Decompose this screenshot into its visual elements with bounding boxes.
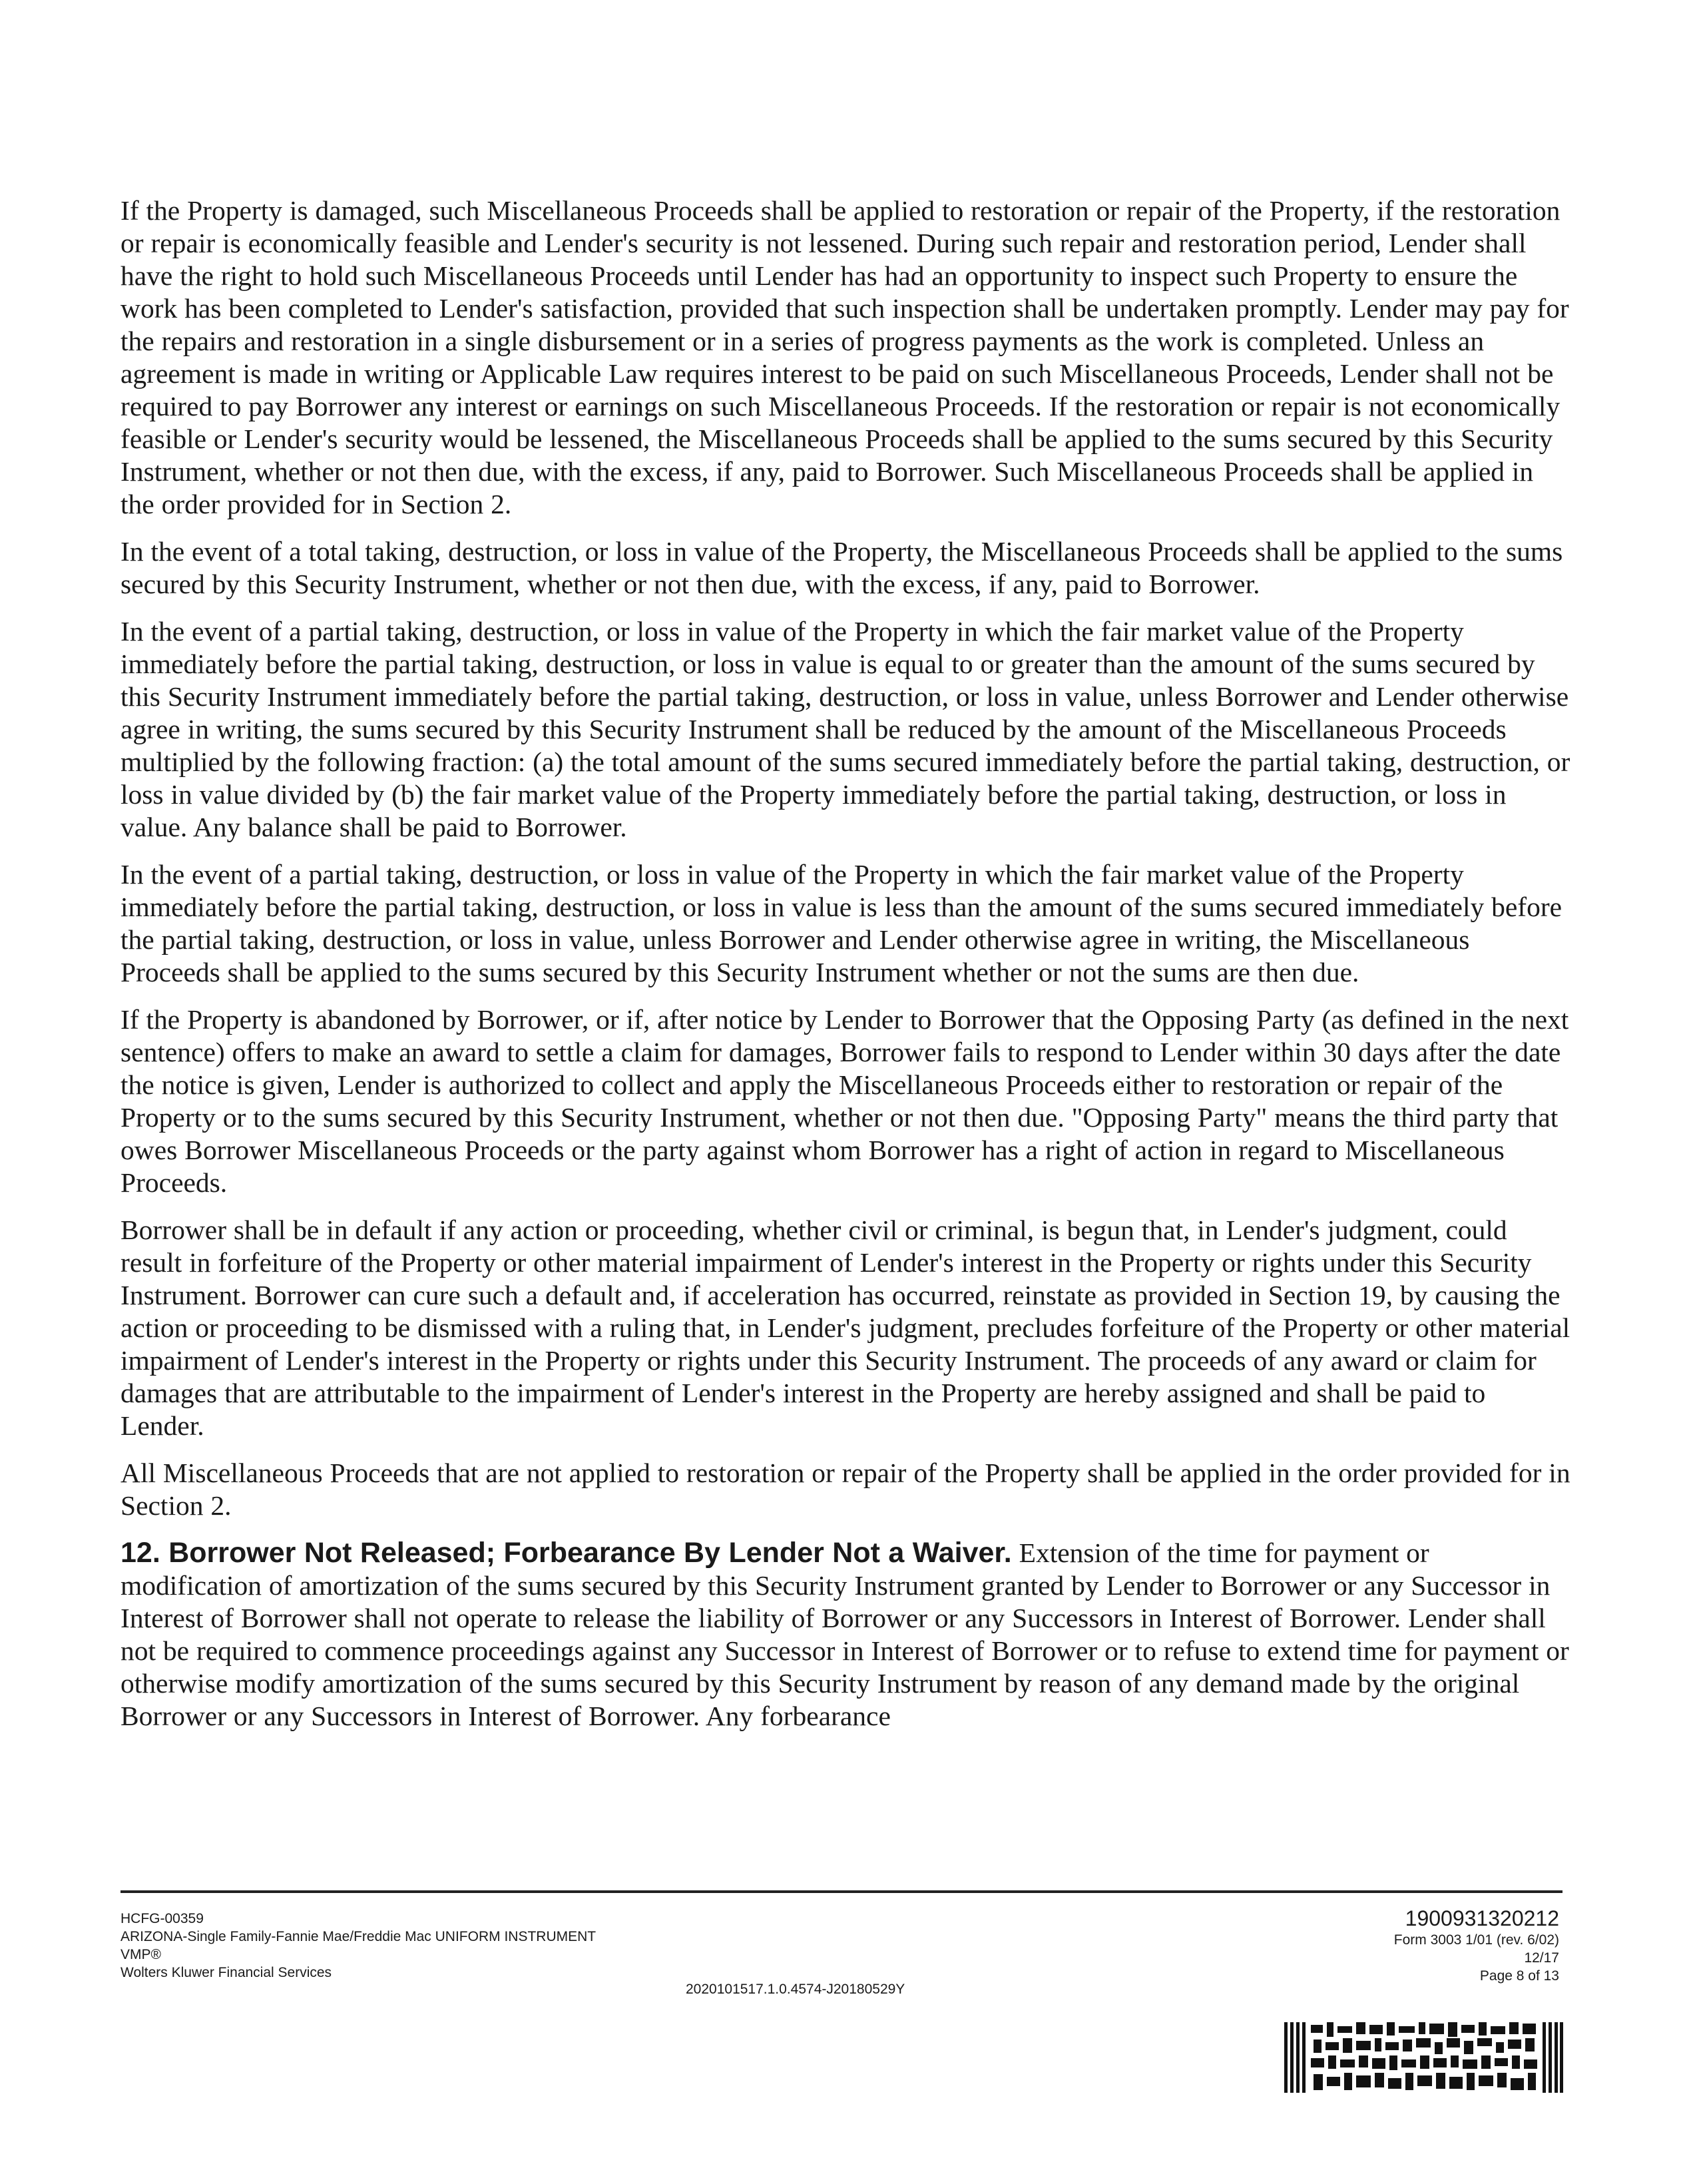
form-date: 12/17 [1524,1950,1559,1966]
vmp-mark: VMP® [120,1947,161,1962]
footer-left [120,1910,596,1982]
page-number: Page 8 of 13 [1479,1968,1559,1984]
paragraph-abandonment: If the Property is abandoned by Borrower, or if, after notice by Lender to Borrower that the Opposing Party (as defined in the next sentence) offers to make an award to settle a claim for damages, Borrower fails to respond to Lender within 30 days after the date the notice is given, Lender is authorized to collect and apply the Miscellaneous Proceeds either to restoration or repair of the Property or to the sums secured by this Security Instrument, whether or not then due. "Opposing Party" means the third party that owes Borrower Miscellaneous Proceeds or the party against whom Borrower has a right of action in regard to Miscellaneous Proceeds. [120,1004,1569,1198]
paragraph-total-taking: In the event of a total taking, destruction, or loss in value of the Property, the Miscellaneous Proceeds shall be applied to the sums secured by this Security Instrument, whether or not then due, with the excess, if any, paid to Borrower. [120,536,1563,599]
footer-divider [120,1890,1563,1893]
footer-right [1394,1906,1559,1985]
form-title: ARIZONA-Single Family-Fannie Mae/Freddie Mac UNIFORM INSTRUMENT [120,1929,597,1944]
document-body [120,194,1573,1747]
paragraph-partial-taking-greater: In the event of a partial taking, destruction, or loss in value of the Property in which the fair market value of the Property immediately before the partial taking, destruction, or loss in value is equal to or greater than the amount of the sums secured by this Security Instrument immediately before the partial taking, destruction, or loss in value, unless Borrower and Lender otherwise agree in writing, the sums secured by this Security Instrument shall be reduced by the amount of the Miscellaneous Proceeds multiplied by the following fraction: (a) the total amount of the sums secured immediately before the partial taking, destruction, or loss in value divided by (b) the fair market value of the Property immediately before the partial taking, destruction, or loss in value. Any balance shall be paid to Borrower. [120,616,1570,842]
loan-number: 1900931320212 [1405,1906,1559,1930]
paragraph-damage-restoration: If the Property is damaged, such Miscellaneous Proceeds shall be applied to restoration or repair of the Property, if the restoration or repair is economically feasible and Lender's security is not lessened. During such repair and restoration period, Lender shall have the right to hold such Miscellaneous Proceeds until Lender has had an opportunity to inspect such Property to ensure the work has been completed to Lender's satisfaction, provided that such inspection shall be undertaken promptly. Lender may pay for the repairs and restoration in a single disbursement or in a series of progress payments as the work is completed. Unless an agreement is made in writing or Applicable Law requires interest to be paid on such Miscellaneous Proceeds, Lender shall not be required to pay Borrower any interest or earnings on such Miscellaneous Proceeds. If the restoration or repair is not economically feasible or Lender's security would be lessened, the Miscellaneous Proceeds shall be applied to the sums secured by this Security Instrument, whether or not then due, with the excess, if any, paid to Borrower. Such Miscellaneous Proceeds shall be applied in the order provided for in Section 2. [120,195,1569,519]
section-12-heading: 12. Borrower Not Released; Forbearance By Lender Not a Waiver. [120,1537,1012,1569]
paragraph-unapplied-proceeds: All Miscellaneous Proceeds that are not applied to restoration or repair of the Property shall be applied in the order provided for in Section 2. [120,1458,1570,1521]
publisher: Wolters Kluwer Financial Services [120,1965,332,1980]
paragraph-default: Borrower shall be in default if any action or proceeding, whether civil or criminal, is begun that, in Lender's judgment, could result in forfeiture of the Property or other material impairment of Lender's interest in the Property or rights under this Security Instrument. Borrower can cure such a default and, if acceleration has occurred, reinstate as provided in Section 19, by causing the action or proceeding to be dismissed with a ruling that, in Lender's judgment, precludes forfeiture of the Property or other material impairment of Lender's interest in the Property or rights under this Security Instrument. The proceeds of any award or claim for damages that are attributable to the impairment of Lender's interest in the Property are hereby assigned and shall be paid to Lender. [120,1215,1570,1441]
section-12-body: Extension of the time for payment or modification of amortization of the sums secured by this Security Instrument granted by Lender to Borrower or any Successor in Interest of Borrower shall not operate to release the liability of Borrower or any Successors in Interest of Borrower. Lender shall not be required to commence proceedings against any Successor in Interest of Borrower or to refuse to extend time for payment or otherwise modify amortization of the sums secured by this Security Instrument by reason of any demand made by the original Borrower or any Successors in Interest of Borrower. Any forbearance [120,1537,1569,1731]
form-number: Form 3003 1/01 (rev. 6/02) [1393,1932,1559,1948]
section-12 [120,1537,1573,1733]
barcode [1284,2022,1564,2093]
build-id: 2020101517.1.0.4574-J20180529Y [686,1982,905,1997]
doc-code: HCFG-00359 [120,1911,204,1926]
paragraph-partial-taking-less: In the event of a partial taking, destruction, or loss in value of the Property in which the fair market value of the Property immediately before the partial taking, destruction, or loss in value is less than the amount of the sums secured immediately before the partial taking, destruction, or loss in value, unless Borrower and Lender otherwise agree in writing, the Miscellaneous Proceeds shall be applied to the sums secured by this Security Instrument whether or not the sums are then due. [120,859,1563,987]
